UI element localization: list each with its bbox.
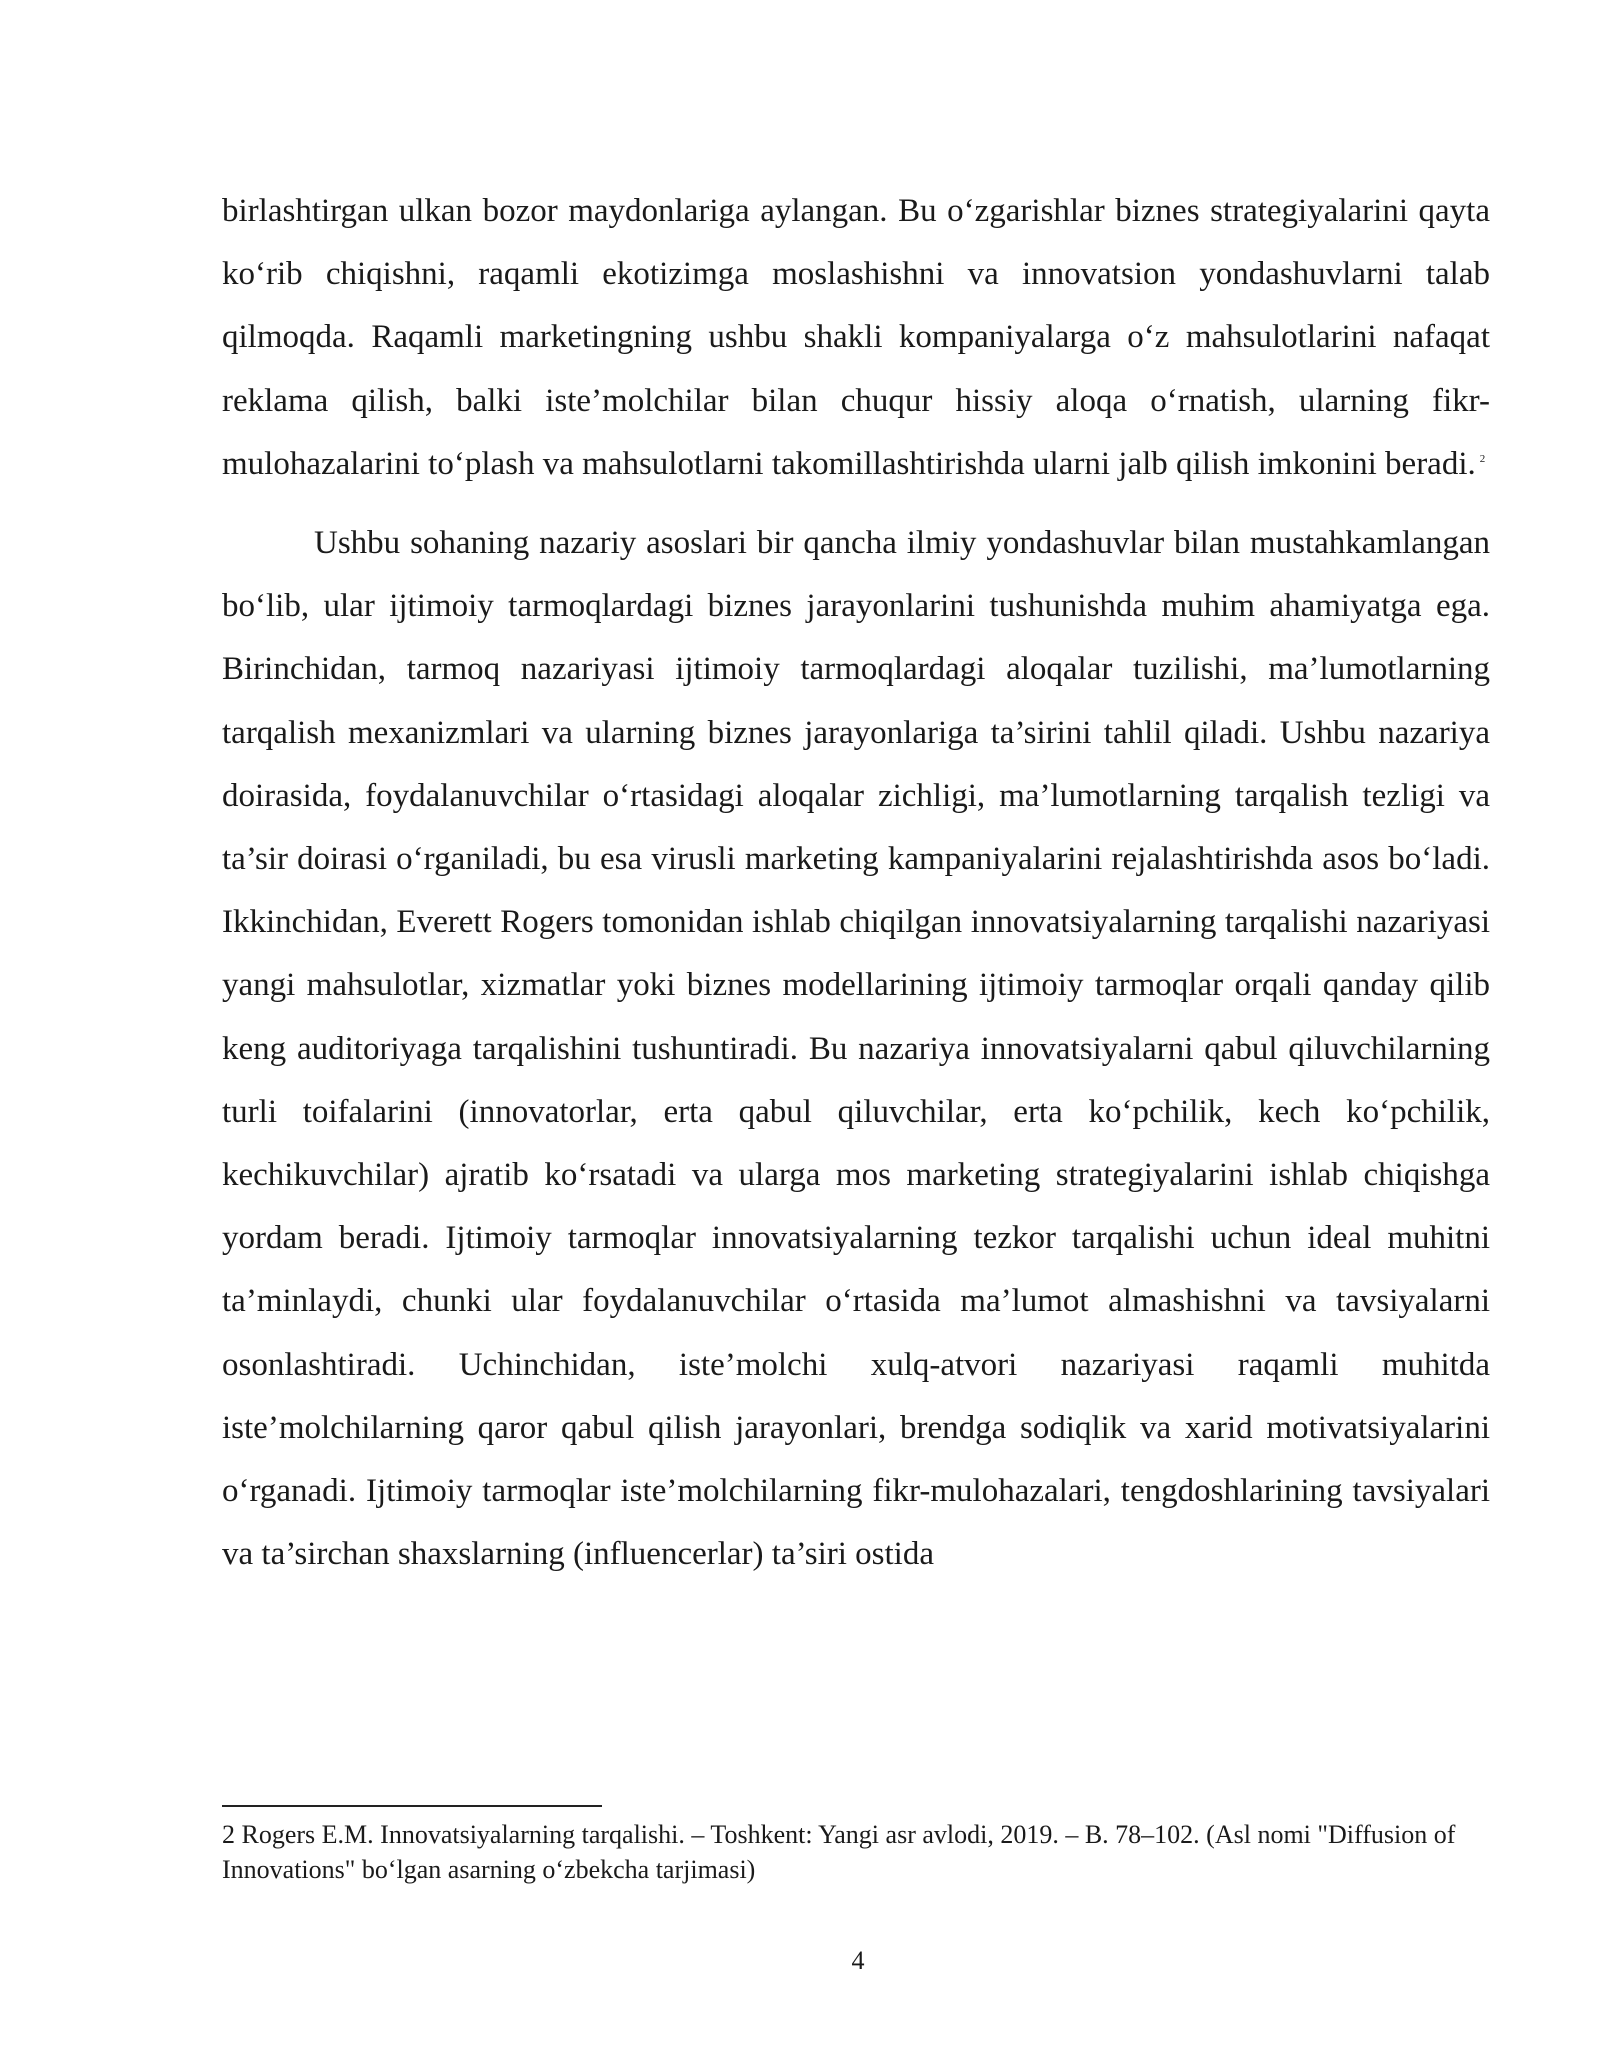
footnote-text: 2 Rogers E.M. Innovatsiyalarning tarqalishi. – Toshkent: Yangi asr avlodi, 2019. – B. 78–102. (Asl nomi "Diffusion of Innovations" bo‘lgan asarning o‘zbekcha tarjimasi) [222, 1820, 1456, 1884]
page-number: 4 [851, 1946, 865, 1975]
body-text [222, 180, 1490, 1586]
footnote-reference[interactable]: 2 [1479, 452, 1486, 465]
paragraph-2: Ushbu sohaning nazariy asoslari bir qancha ilmiy yondashuvlar bilan mustahkamlangan bo‘lib, ular ijtimoiy tarmoqlardagi biznes jarayonlarini tushunishda muhim ahamiyatga ega. Birinchidan, tarmoq nazariyasi ijtimoiy tarmoqlardagi aloqalar tuzilishi, ma’lumotlarning tarqalish mexanizmlari va ularning biznes jarayonlariga ta’sirini tahlil qiladi. Ushbu nazariya doirasida, foydalanuvchilar o‘rtasidagi aloqalar zichligi, ma’lumotlarning tarqalish tezligi va ta’sir doirasi o‘rganiladi, bu esa virusli marketing kampaniyalarini rejalashtirishda asos bo‘ladi. Ikkinchidan, Everett Rogers tomonidan ishlab chiqilgan innovatsiyalarning tarqalishi nazariyasi yangi mahsulotlar, xizmatlar yoki biznes modellarining ijtimoiy tarmoqlar orqali qanday qilib keng auditoriyaga tarqalishini tushuntiradi. Bu nazariya innovatsiyalarni qabul qiluvchilarning turli toifalarini (innovatorlar, erta qabul qiluvchilar, erta ko‘pchilik, kech ko‘pchilik, kechikuvchilar) ajratib ko‘rsatadi va ularga mos marketing strategiyalarini ishlab chiqishga yordam beradi. Ijtimoiy tarmoqlar innovatsiyalarning tezkor tarqalishi uchun ideal muhitni ta’minlaydi, chunki ular foydalanuvchilar o‘rtasida ma’lumot almashishni va tavsiyalarni osonlashtiradi. Uchinchidan, iste’molchi xulq-atvori nazariyasi raqamli muhitda iste’molchilarning qaror qabul qilish jarayonlari, brendga sodiqlik va xarid motivatsiyalarini o‘rganadi. Ijtimoiy tarmoqlar iste’molchilarning fikr-mulohazalari, tengdoshlarining tavsiyalari va ta’sirchan shaxslarning (influencerlar) ta’siri ostida [222, 525, 1490, 1573]
footnote-separator [222, 1805, 602, 1807]
paragraph-1-text: birlashtirgan ulkan bozor maydonlariga aylangan. Bu o‘zgarishlar biznes strategiyalarini qayta ko‘rib chiqishni, raqamli ekotizimga moslashishni va innovatsion yondashuvlarni talab qilmoqda. Raqamli marketingning ushbu shakli kompaniyalarga o‘z mahsulotlarini nafaqat reklama qilish, balki iste’molchilar bilan chuqur hissiy aloqa o‘rnatish, ularning fikr-mulohazalarini to‘plash va mahsulotlarni takomillashtirishda ularni jalb qilish imkonini beradi. [222, 193, 1490, 482]
paragraph-1 [222, 180, 1490, 496]
